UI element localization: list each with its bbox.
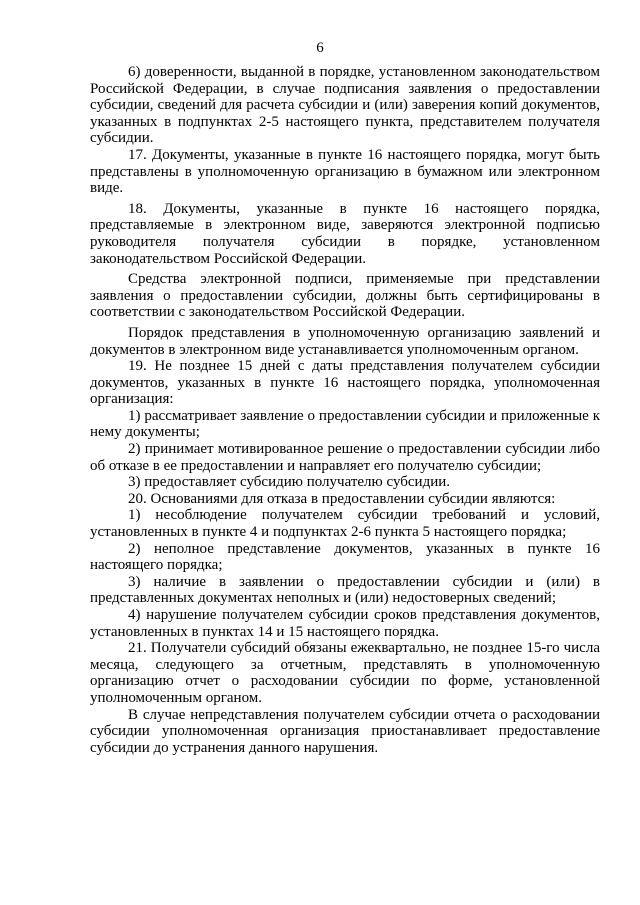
paragraph-clause-20: 20. Основаниями для отказа в предоставлении субсидии являются: bbox=[128, 490, 556, 507]
paragraph-clause-20-item-4: 4) нарушение получателем субсидии сроков представления документов, установленных в пунктах 14 и 15 настоящего порядка. bbox=[90, 607, 600, 640]
paragraph-clause-21: 21. Получатели субсидий обязаны ежеквартально, не позднее 15-го числа месяца, следующего за отчетным, представлять в уполномоченную организацию отчет о расходовании субсидии по форме, установленной уполномоченным органом. bbox=[90, 640, 600, 706]
paragraph-clause-19: 19. Не позднее 15 дней с даты представления получателем субсидии документов, указанных в пункте 16 настоящего порядка, уполномоченная организация: bbox=[90, 358, 600, 408]
paragraph-clause-20-item-3: 3) наличие в заявлении о предоставлении субсидии и (или) в представленных документах неполных и (или) недостоверных сведений; bbox=[90, 573, 600, 607]
paragraph-clause-19-item-2: 2) принимает мотивированное решение о предоставлении субсидии либо об отказе в ее предоставлении и направляет его получателю субсидии; bbox=[90, 441, 600, 474]
paragraph-clause-20-item-2: 2) неполное представление документов, указанных в пункте 16 настоящего порядка; bbox=[90, 540, 600, 574]
paragraph-report-failure: В случае непредставления получателем субсидии отчета о расходовании субсидии уполномоченная организация приостанавливает предоставление субсидии до устранения данного нарушения. bbox=[90, 706, 600, 756]
paragraph-clause-20-item-1: 1) несоблюдение получателем субсидии требований и условий, установленных в пункте 4 и подпунктах 2-6 пункта 5 настоящего порядка; bbox=[90, 507, 600, 541]
paragraph-clause-19-item-1: 1) рассматривает заявление о предоставлении субсидии и приложенные к нему документы; bbox=[90, 407, 600, 441]
paragraph-clause-19-item-3: 3) предоставляет субсидию получателю субсидии. bbox=[128, 474, 451, 491]
paragraph-electronic-signature-means: Средства электронной подписи, применяемые при представлении заявления о предоставлении субсидии, должны быть сертифицированы в соответствии с законодательством Российской Федерации. bbox=[90, 271, 600, 321]
paragraph-clause-18: 18. Документы, указанные в пункте 16 настоящего порядка, представляемые в электронном виде, заверяются электронной подписью руководителя получателя субсидии в порядке, установленном законодательством Российской Федерации. bbox=[90, 200, 600, 267]
paragraph-electronic-submission-order: Порядок представления в уполномоченную организацию заявлений и документов в электронном виде устанавливается уполномоченным органом. bbox=[90, 324, 600, 358]
page-number: 6 bbox=[316, 40, 324, 56]
paragraph-item-6-power-of-attorney: 6) доверенности, выданной в порядке, установленном законодательством Российской Федерации, в случае подписания заявления о предоставлении субсидии, сведений для расчета субсидии и (или) заверения копий документов, указанных в подпунктах 2-5 настоящего пункта, представителем получателя субсидии. bbox=[90, 64, 600, 147]
paragraph-clause-17: 17. Документы, указанные в пункте 16 настоящего порядка, могут быть представлены в уполномоченную организацию в бумажном или электронном виде. bbox=[90, 146, 600, 197]
document-body bbox=[90, 64, 600, 756]
